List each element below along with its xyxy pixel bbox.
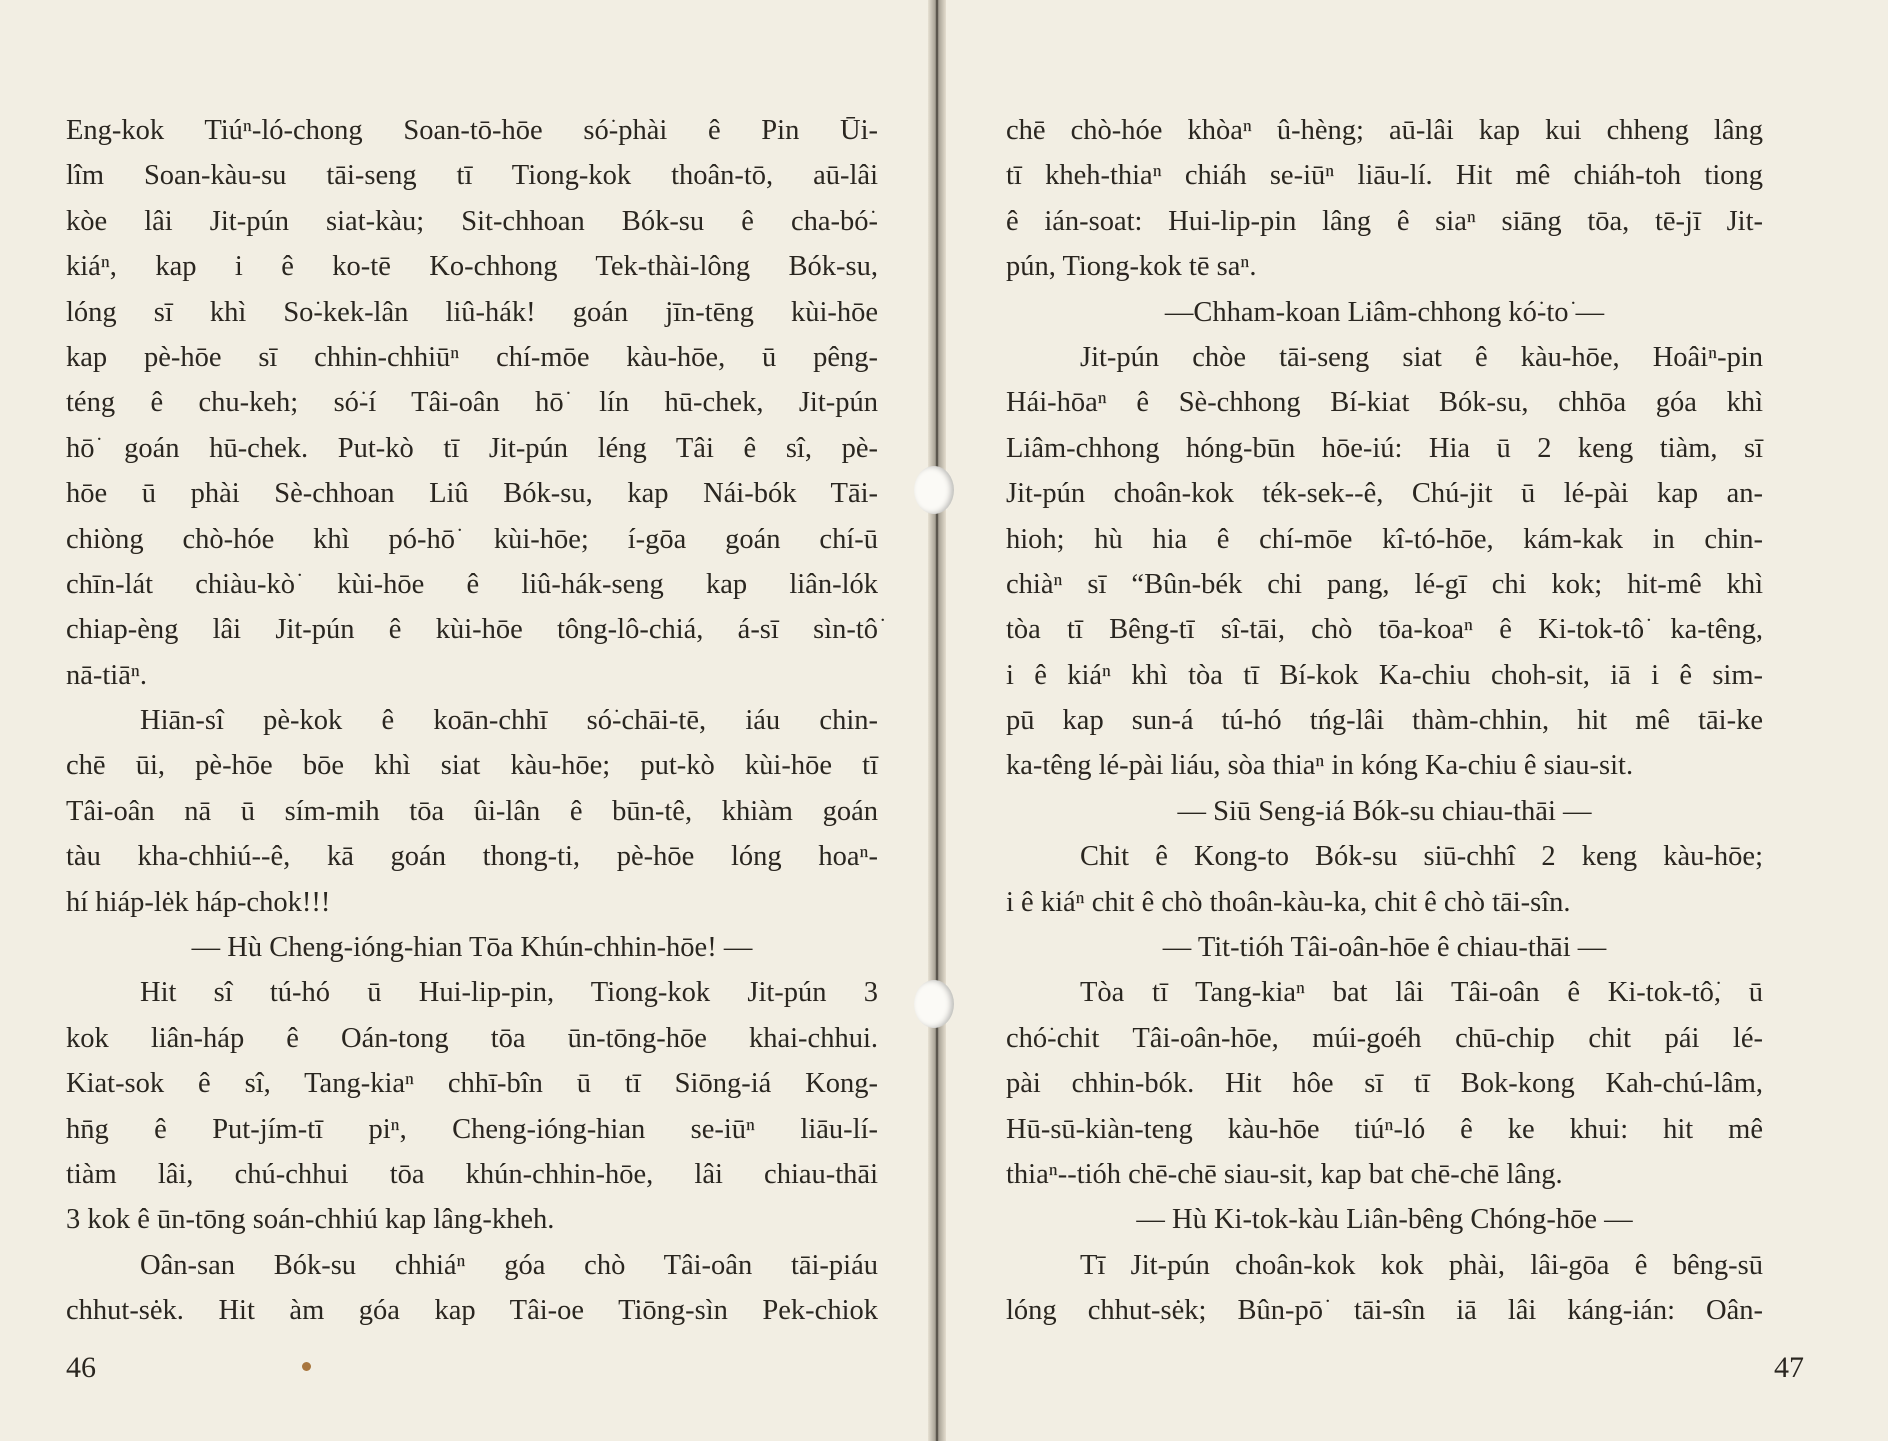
- text-line: hōe ū phài Sè-chhoan Liû Bók-su, kap Nái-bók Tāi-: [66, 478, 878, 510]
- binding-hole-bottom: [914, 980, 954, 1028]
- ink-dot: [302, 1362, 311, 1371]
- text-line: Liâm-chhong hóng-būn hōe-iú: Hia ū 2 keng tiàm, sī: [1006, 432, 1763, 464]
- text-line: hō͘ goán hū-chek. Put-kò tī Jit-pún léng Tâi ê sî, pè-: [66, 432, 878, 464]
- text-line: nā-tiāⁿ.: [66, 659, 147, 691]
- binding-hole-top: [914, 466, 954, 514]
- text-line: téng ê chu-keh; só͘-í Tâi-oân hō͘ lín hū-chek, Jit-pún: [66, 387, 878, 419]
- text-line: hí hiáp-lėk háp-chok!!!: [66, 886, 331, 918]
- section-heading: — Hù Cheng-ióng-hian Tōa Khún-chhin-hōe! —: [191, 932, 753, 964]
- text-line: Hit sî tú-hó ū Hui-lip-pin, Tiong-kok Jit-pún 3: [140, 977, 878, 1009]
- section-heading: — Siū Seng-iá Bók-su chiau-thāi —: [1177, 795, 1592, 827]
- text-line: chó͘-chit Tâi-oân-hōe, múi-goéh chū-chip chit pái lé-: [1006, 1022, 1763, 1054]
- text-line: Jit-pún chòe tāi-seng siat ê kàu-hōe, Hoâiⁿ-pin: [1080, 341, 1763, 373]
- text-line: Kiat-sok ê sî, Tang-kiaⁿ chhī-bîn ū tī Siōng-iá Kong-: [66, 1068, 878, 1100]
- text-line: pún, Tiong-kok tē saⁿ.: [1006, 251, 1257, 283]
- text-line: ka-têng lé-pài liáu, sòa thiaⁿ in kóng Ka-chiu ê siau-sit.: [1006, 750, 1634, 782]
- text-line: Oân-san Bók-su chhiáⁿ góa chò Tâi-oân tāi-piáu: [140, 1249, 878, 1281]
- text-line: chē ūi, pè-hōe bōe khì siat kàu-hōe; put-kò kùi-hōe tī: [66, 750, 878, 782]
- section-heading: —Chham-koan Liâm-chhong kó͘-to͘ —: [1164, 296, 1605, 328]
- text-line: chē chò-hóe khòaⁿ û-hèng; aū-lâi kap kui chheng lâng: [1006, 115, 1763, 146]
- section-heading: — Tit-tióh Tâi-oân-hōe ê chiau-thāi —: [1162, 932, 1607, 964]
- text-line: Hái-hōaⁿ ê Sè-chhong Bí-kiat Bók-su, chhōa góa khì: [1006, 387, 1763, 419]
- text-line: kok liân-háp ê Oán-tong tōa ūn-tōng-hōe khai-chhui.: [66, 1022, 878, 1054]
- text-line: tòa tī Bêng-tī sî-tāi, chò tōa-koaⁿ ê Ki-tok-tô͘ ka-têng,: [1006, 614, 1763, 646]
- text-line: chīn-lát chiàu-kò͘ kùi-hōe ê liû-hák-seng kap liân-lók: [66, 568, 878, 600]
- text-line: chiòng chò-hóe khì pó-hō͘ kùi-hōe; í-gōa goán chí-ū: [66, 523, 878, 555]
- text-line: Hiān-sî pè-kok ê koān-chhī só͘-chāi-tē, iáu chin-: [140, 705, 878, 737]
- text-line: 3 kok ê ūn-tōng soán-chhiú kap lâng-kheh.: [66, 1204, 555, 1236]
- text-line: chiap-èng lâi Jit-pún ê kùi-hōe tông-lô-chiá, á-sī sìn-tô͘: [66, 614, 878, 646]
- text-line: ê ián-soat: Hui-lip-pin lâng ê siaⁿ siāng tōa, tē-jī Jit-: [1006, 205, 1763, 237]
- section-heading: — Hù Ki-tok-kàu Liân-bêng Chóng-hōe —: [1136, 1204, 1633, 1236]
- right-page: [940, 0, 1888, 1441]
- left-page: [0, 0, 935, 1441]
- text-line: i ê kiáⁿ khì tòa tī Bí-kok Ka-chiu choh-sit, iā i ê sim-: [1006, 659, 1763, 691]
- text-line: Hū-sū-kiàn-teng kàu-hōe tiúⁿ-ló ê ke khui: hit mê: [1006, 1113, 1763, 1145]
- text-line: chhut-sėk. Hit àm góa kap Tâi-oe Tiōng-sìn Pek-chiok: [66, 1295, 878, 1327]
- text-line: Jit-pún choân-kok ték-sek--ê, Chú-jit ū lé-pài kap an-: [1006, 478, 1763, 510]
- text-line: chiàⁿ sī “Bûn-bék chi pang, lé-gī chi kok; hit-mê khì: [1006, 568, 1763, 600]
- text-line: kòe lâi Jit-pún siat-kàu; Sit-chhoan Bók-su ê cha-bó͘-: [66, 205, 878, 237]
- text-line: lîm Soan-kàu-su tāi-seng tī Tiong-kok thoân-tō, aū-lâi: [66, 160, 878, 192]
- right-page-number: 47: [1774, 1351, 1804, 1384]
- text-line: hioh; hù hia ê chí-mōe kî-tó-hōe, kám-kak in chin-: [1006, 523, 1763, 555]
- text-line: kap pè-hōe sī chhin-chhiūⁿ chí-mōe kàu-hōe, ū pêng-: [66, 341, 878, 373]
- text-line: thiaⁿ--tióh chē-chē siau-sit, kap bat chē-chē lâng.: [1006, 1158, 1563, 1190]
- text-line: Chit ê Kong-to Bók-su siū-chhî 2 keng kàu-hōe;: [1080, 841, 1763, 873]
- text-line: lóng chhut-sėk; Bûn-pō͘ tāi-sîn iā lâi káng-ián: Oân-: [1006, 1295, 1763, 1327]
- text-line: kiáⁿ, kap i ê ko-tē Ko-chhong Tek-thài-lông Bók-su,: [66, 251, 878, 283]
- text-line: Eng-kok Tiúⁿ-ló-chong Soan-tō-hōe só͘-phài ê Pin Ūi-: [66, 115, 878, 146]
- text-line: Tòa tī Tang-kiaⁿ bat lâi Tâi-oân ê Ki-tok-tô͘, ū: [1080, 977, 1763, 1009]
- text-line: lóng sī khì So͘-kek-lân liû-hák! goán jīn-tēng kùi-hōe: [66, 296, 878, 328]
- book-gutter: [928, 0, 946, 1441]
- text-line: pū kap sun-á tú-hó tńg-lâi thàm-chhin, hit mê tāi-ke: [1006, 705, 1763, 737]
- text-line: tiàm lâi, chú-chhui tōa khún-chhin-hōe, lâi chiau-thāi: [66, 1158, 878, 1190]
- left-page-text: [66, 108, 878, 1334]
- text-line: Tī Jit-pún choân-kok kok phài, lâi-gōa ê bêng-sū: [1080, 1249, 1763, 1281]
- text-line: i ê kiáⁿ chit ê chò thoân-kàu-ka, chit ê chò tāi-sîn.: [1006, 886, 1571, 918]
- right-page-text: [1006, 108, 1763, 1334]
- text-line: hn̄g ê Put-jím-tī piⁿ, Cheng-ióng-hian se-iūⁿ liāu-lí-: [66, 1113, 878, 1145]
- text-line: Tâi-oân nā ū sím-mih tōa ûi-lân ê būn-tê, khiàm goán: [66, 795, 878, 827]
- text-line: tàu kha-chhiú--ê, kā goán thong-ti, pè-hōe lóng hoaⁿ-: [66, 841, 878, 873]
- text-line: pài chhin-bók. Hit hôe sī tī Bok-kong Kah-chú-lâm,: [1006, 1068, 1763, 1100]
- left-page-number: 46: [66, 1351, 96, 1384]
- text-line: tī kheh-thiaⁿ chiáh se-iūⁿ liāu-lí. Hit mê chiáh-toh tiong: [1006, 160, 1763, 192]
